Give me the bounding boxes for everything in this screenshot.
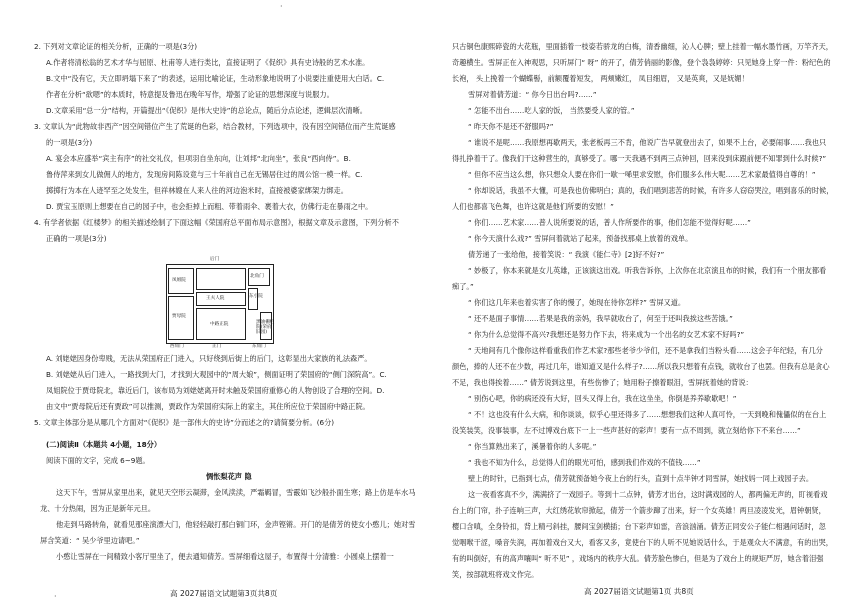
question-4-stem-cont: 正确的一项是(3分) (46, 234, 107, 243)
right-line-19: “ 你为什么总觉得不高兴?我想还是努力作下去，将来成为一个出名的女艺术家不好吗?” (468, 330, 745, 339)
right-line-27: “ 我也不知为什么，总觉得人们的眼光可怕，感到我们作戏的不值钱……” (468, 458, 701, 467)
right-line-25: 没笑装笑，没事装事，左不过博戏台底下一上一些声甚好的彩声！要有一点不周到，就立刻给你下不来台……” (452, 426, 801, 435)
map-label-jiamu: 贾母院 (172, 314, 186, 319)
map-label-zhengtang: 中路正院 (210, 322, 229, 327)
rongguofu-floor-plan (160, 256, 280, 349)
q3-option-d: D. 贾宝玉原则上想要在自己的园子中，也会拒掉上而粗、带着雨伞、裹着大衣，仿佛行走在暴雨之中。 (46, 202, 373, 211)
question-3-stem: 3. 文章认为“此物故非西产”因空间错位产生了荒诞的色彩，结合教材，下列选项中，没有因空间错位而产生荒诞感 (34, 122, 396, 131)
q4-option-d: 由文中“贾母院后还有贾政”可以推测，贾政作为荣国府实际上的家主，其住所应位于荣国府中路正院。 (46, 402, 370, 411)
right-line-31: 樱口含嗔，全身铃扣，背上精弓斜挂，腰间宝剑横插；台下彩声如雷，音浪汹涌。倩芳正同安公子能仁相遇问话时，忽 (452, 522, 826, 531)
map-label-fengjie: 凤姐院 (172, 278, 186, 283)
passage-line-3: 他走到马路转角，就看见那座演漂大门，他轻轻敲打那白铜门环，金声铿锵。开门的是倩芳的使女小憨儿；她对雪 (56, 520, 416, 529)
right-line-26: “ 你当算熟出来了，溪暑着你的人多呢。” (468, 442, 597, 451)
right-line-34: 笑，按部就班将戏文作完。 (452, 570, 539, 579)
q3-option-a: A. 宴会本应盛举“宾主有序”的社交礼仪，但项羽自坐东向，让刘邦“北向坐”，张良“西向侍”。B. (46, 154, 351, 163)
q4-option-c: 凤姐院位于贾母院北，靠近后门，该布局为刘姥姥离开时未触及荣国府重修心的人物创设了合理的空间。D. (46, 386, 385, 395)
right-line-17: “ 你们这几年来也着实害了你的慢了，她现在待你怎样?” 雪屏又道。 (468, 298, 686, 307)
right-line-5: “ 怎能不出台……吃人家的饭， 当然要受人家的管。” (468, 106, 635, 115)
right-line-6: “ 昨天你不是还不舒服吗?” (468, 122, 554, 131)
q4-option-a: A. 刘姥姥因身份卑贱，无法从荣国府正门进入，只好绕到后街上的后门，这彰显出大家族的礼法森严。 (46, 354, 372, 363)
q2-option-c: 作者在分析“欲嗯”的本质时，特意提及鲁迅在晚年写作，增强了论证的思想深度与说服力。 (46, 90, 334, 99)
right-line-22: 不足，我也得挨着……” 倩芳说到这里，有些伤惨了；她用粉子擦着眼泪，雪屏抚着她的背说： (452, 378, 753, 387)
right-page (430, 0, 860, 608)
question-3-stem-cont: 的一项是(3分) (46, 138, 93, 147)
map-label-east: 东小院 (249, 294, 263, 299)
scan-dot: · (280, 2, 283, 11)
left-page-footer: 高 2027届语文试题第3页共8页 (170, 589, 278, 598)
passage-line-1: 这天下午，雪屏从家里出来，就见天空形云凝滞，金风渎渎，严霜羁冒，雪霰如飞沙般扑面生寒；路上仿是车水马 (56, 488, 416, 497)
right-line-7: “ 谁说不是呢……我原想再歇两天，张老板再三不肯，他说广告早就登出去了，如果不上台，必要闹事……我也只 (468, 138, 827, 147)
map-label-top-gate: 后门 (210, 257, 220, 262)
question-2-stem: 2. 下列对文章论证的相关分析，正确的一项是(3分) (34, 42, 198, 51)
map-label-wangfuren: 王夫人院 (206, 296, 225, 301)
map-label-liyuan: 北角门 (250, 274, 264, 279)
right-line-3: 长袍， 头上挽着一个蝴蝶髻，前额覆着短发， 两颊嫩红， 凤目细眉， 又是英爽，又是妩媚！ (452, 74, 749, 83)
right-line-15: “ 妙极了，你本来就是女儿英雄，正该演这出戏。听我告诉你，上次你在北京演且布的时候，我们有一个朋友都看 (468, 266, 827, 275)
map-label-gate-mid: 正门 (212, 344, 222, 349)
right-line-21: 颜色，捧的人还不在少数，再过几年，谁知道又是什么样子?……所以我只想着有点钱，就收台了也罢。但我有总是贪心 (452, 362, 830, 371)
right-line-33: 有的叫倒好，有的高声嚷叫“ 听不见” ，戏场内的秩序大乱。倩芳脸色惨白，但是为了戏台上的规矩严厉，她含着泪强 (452, 554, 824, 563)
right-line-23: “ 别伤心吧，你的病还没有大好，回头又得上台，我在这坐坐，你倒是养养歇歇吧！” (468, 394, 737, 403)
right-line-8: 得扎挣着干了。像我们干这种营生的，真够受了。哪一天我遇不到两三点钟回，回来没到床跟前便不知罪到什么时候?” (452, 154, 827, 163)
q4-option-b: B. 刘姥姥从后门进入，一路找到大门，才找到大观园中的“周大娘”，侧面证明了荣国府的“侧门深院高”。C. (46, 370, 387, 379)
right-line-13: “ 你今天演什么戏?” 雪屏问着就站了起来，预备找那桌上放着的戏单。 (468, 234, 693, 243)
q3-option-b: 鲁侍萍来到女儿做佣人的地方，发现房间陈设竟与三十年前自己在无锡居住过的周公馆一模一样。C. (46, 170, 363, 179)
right-line-14: 倩芳递了一张给他，接着笑说：“ 我演《能仁寺》[2]好不好?” (468, 250, 665, 259)
right-page-footer: 高 2027届语文试题第1页 共8页 (584, 587, 694, 596)
right-line-24: “ 不！这也没有什么大病，和你谈谈，似乎心里还得多了……想想我们这种人真可怜，一天到晚和傀儡似的在台上 (468, 410, 827, 419)
passage-title: 惆怅梨花声 隐 (206, 472, 252, 481)
passage-line-2: 龙、十分热闹，因为正是新年元旦。 (40, 504, 156, 513)
passage-line-5: 小憨让雪屏在一间精致小客厅里坐了，便去通知倩芳。雪屏细看这屋子，布置得十分清雅：小圆桌上摆着一 (56, 552, 394, 561)
reading-instruction: 阅读下面的文字，完成 6~9题。 (46, 456, 150, 465)
right-line-16: 痴了。” (452, 282, 474, 291)
right-line-11: 人们也都喜飞色舞，也许这就是他们所要的安慰！” (452, 202, 614, 211)
q2-option-a: A.作者将清松翁的艺术才华与屈原、杜甫等人进行类比，直接证明了《促织》具有史诗般的艺术水准。 (46, 58, 370, 67)
right-line-10: “ 你却说话，我虽不大懂，可是我也仿佛明白；真的，我们唱到悲苦的时候，有许多人窃窃哭泣，唱到喜乐的时候， (468, 186, 834, 195)
right-line-32: 觉咽喉干涩，嗓音失润，再加着戏台又大，看客又多，竟使台下的人听不见她说话什么，于是观众大不满意，有的出哭， (452, 538, 833, 547)
right-line-9: “ 但你不应当这么想，你只想众人要在你们一歇一唏里求安慰，你们服多么伟大呢……艺术家最值得自尊的！” (468, 170, 816, 179)
map-label-gate-right: 东角门 (252, 344, 266, 349)
right-line-20: “ 天地间有几个像你这样看重我们作艺术家?那些老爷少爷们，还不是拿我们当粉头看……这会子年纪轻，有几分 (468, 346, 823, 355)
q2-option-d: D.文章采用“总一分”结构，开篇提出“《促织》是伟大史诗”的总论点，随后分点论述，逻辑层次清晰。 (46, 106, 367, 115)
east-small-yard (248, 288, 258, 310)
question-4-stem: 4. 有学者依据《红楼梦》的相关描述绘制了下面这幅《荣国府总平面布局示意图》，根据文章及示意图，下列分析不 (34, 218, 399, 227)
question-5-stem: 5. 文章主体部分是从哪几个方面对“《促织》是一部伟大的史诗”分而述之的?请简要分析。(6分) (34, 418, 335, 427)
section-heading-reading-2: (二)阅读Ⅱ（本题共 4小题，18分） (46, 440, 162, 449)
map-label-xuemei: 黑油栅栏院(荣府旧园) (256, 320, 275, 335)
scan-dot-bottom: · (54, 592, 57, 601)
q2-option-b: B.文中“没有它，天立即坍塌下来了”的表述，运用比喻论证，生动形象地说明了小说要注重使用大白话。C. (46, 74, 385, 83)
right-line-2: 奇趣横生。雪屏正在入神观思，只听屏门“ 呀” 的开了，倩芳俏丽的影像，登个袅袅婷婷：只见她身上穿一件：粉纪色的 (452, 58, 831, 67)
right-line-4: 雪屏对着倩芳道：“ 你今日出台吗?……” (468, 90, 597, 99)
map-label-gate-left: 西角门 (170, 344, 184, 349)
passage-line-4: 屏含笑道：“ 吴少爷里边请吧。” (40, 536, 140, 545)
right-line-28: 壁上的时针，已指到七点，倩芳就预备她今夜上台的行头，直到十点半钟才同雪屏，她找妈一同上戏园子去。 (468, 474, 814, 483)
right-line-29: 这一夜看客真不少，满满挤了一戏园子。等到十二点钟，倩芳才出台，这时满戏园的人，都两偏无声的，盯视看戏 (468, 490, 828, 499)
right-line-1: 只古铜色康熙碎瓷的大花瓶，里面插着一枝姿若骄龙的白梅，清香幽细，沁人心脾；壁上挂着一幅水墨竹画，万竿齐天， (452, 42, 833, 51)
right-line-12: “ 你们……艺术家……普人说所要说的话，普人作所要作的事，他们怎能不觉得好呢……” (468, 218, 751, 227)
north-block (196, 268, 246, 290)
q3-option-c: 掷掷行为本在人迹罕至之处发生，但祥林嫂在人来人往的河边泡米时，直接被婆家绑架力绑走。 (46, 186, 348, 195)
right-line-30: 台上的门帘，扑子连响三声，大红绣花软帘掀起，倩芳一个箭步蹿了出来，好一个女英雄！两旦凌凌发光，眉钟朝贤， (452, 506, 826, 515)
right-line-18: “ 还不是面子事情……若果是我的亲妈，我早就收台了，何至于还叫我挨这些苦饿。” (468, 314, 733, 323)
